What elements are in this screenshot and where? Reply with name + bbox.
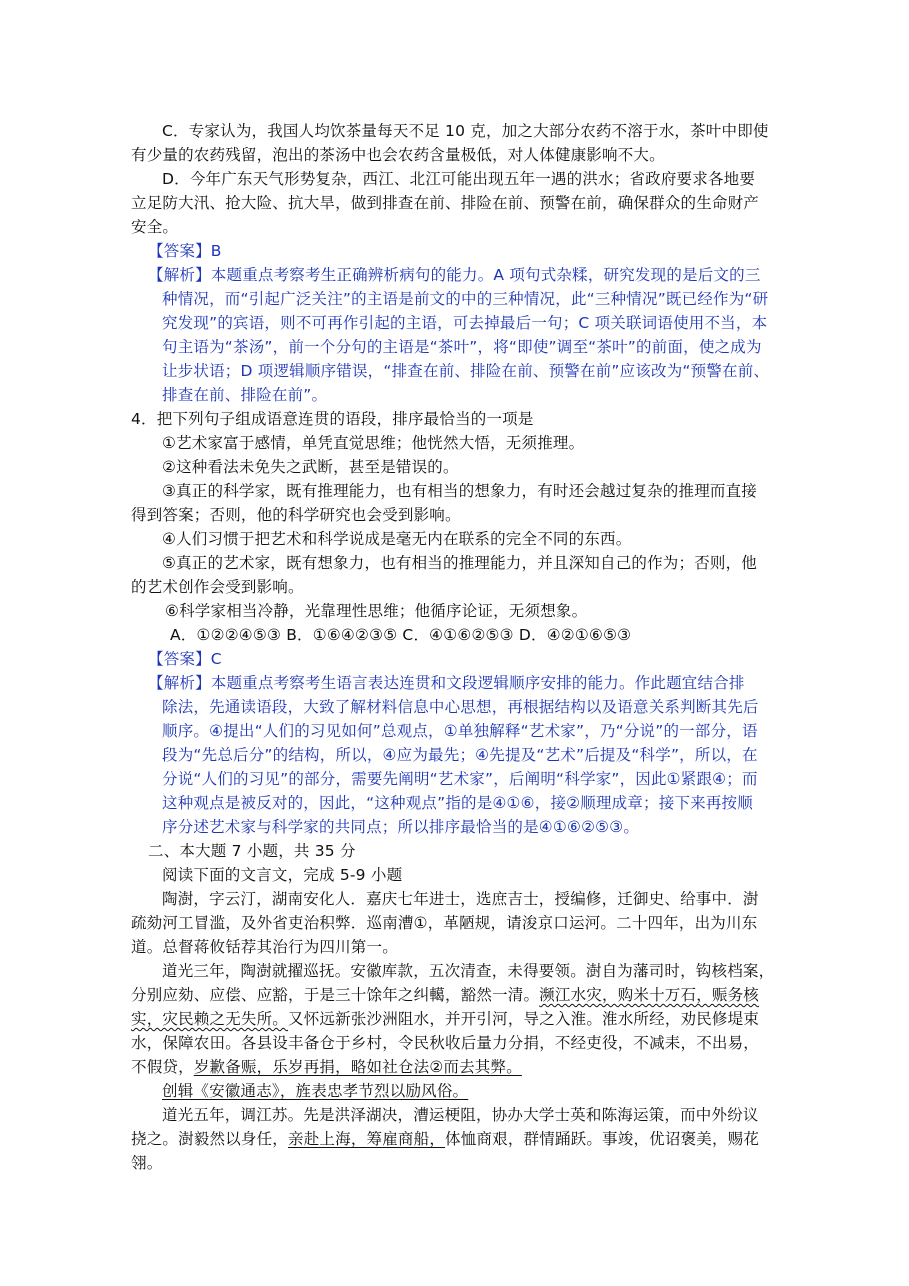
section-2-heading: 二、本大题 7 小题，共 35 分 <box>148 842 356 860</box>
analysis-4-line-4: 段为“先总后分”的结构，所以，④应为最先；④先提及“艺术”后提及“科学”，所以，在 <box>162 746 758 764</box>
analysis-4-line-3: 顺序。④提出“人们的习见如何”总观点，①单独解释“艺术家”，乃“分说”的一部分，语 <box>162 722 758 740</box>
passage-p2-line-5 <box>131 1056 522 1078</box>
underlined-segment-f: 筹雇商船， <box>366 1130 446 1148</box>
passage-text: 不假贷， <box>131 1058 194 1076</box>
reading-instruction: 阅读下面的文言文，完成 5-9 小题 <box>162 866 403 884</box>
passage-text: 又怀远新张沙洲阻水，并开引河，导之入淮。淮水所经，劝民修堤束 <box>288 1010 760 1028</box>
underlined-segment-a-end: 实，灾民赖之无失所。 <box>131 1010 289 1028</box>
sentence-1: ①艺术家富于感情，单凭直觉思维；他恍然大悟，无须推理。 <box>162 434 585 452</box>
analysis-3-line-1: 【解析】本题重点考察考生正确辨析病句的能力。A 项句式杂糅，研究发现的是后文的三 <box>148 266 761 284</box>
option-c-line-1: C．专家认为，我国人均饮茶量每天不足 10 克，加之大部分农药不溶于水，茶叶中即使 <box>162 122 769 140</box>
passage-p3-line-2 <box>131 1128 759 1150</box>
analysis-3-line-4: 句主语为“茶汤”，前一个分句的主语是“茶叶”，将“即使”调至“茶叶”的前面，使之成为 <box>162 338 762 356</box>
sentence-6: ⑥科学家相当冷静，光靠理性思维；他循序论证，无须想象。 <box>165 602 588 620</box>
question-4-stem: 4．把下列句子组成语意连贯的语段，排序最恰当的一项是 <box>131 410 534 428</box>
passage-p2-line-2 <box>131 984 759 1006</box>
underlined-segment-c: 岁歉备赈，乐岁再捐，略如社仓法②而去其弊。 <box>193 1058 522 1076</box>
analysis-4-line-6: 这种观点是被反对的，因此，“这种观点”指的是④①⑥，接②顺理成章；接下来再按顺 <box>162 794 753 812</box>
passage-p2-line-3 <box>131 1008 759 1030</box>
passage-text: 体恤商艰，群情踊跃。事竣，优诏褒美，赐花 <box>445 1130 760 1148</box>
underlined-segment-a: 濒江水灾，购米十万石，赈务核 <box>539 986 760 1004</box>
answer-3: 【答案】B <box>148 242 222 260</box>
passage-text: 分别应劾、应偿、应豁，于是三十馀年之纠轕，豁然一清。 <box>131 986 540 1004</box>
passage-p2-line-4: 水，保障农田。各县设丰备仓于乡村，令民秋收后量力分捐，不经吏役，不减耒，不出易， <box>131 1034 760 1052</box>
analysis-3-line-5: 让步状语；D 项逻辑顺序错误，“排查在前、排险在前、预警在前”应该改为“预警在前、 <box>162 362 770 380</box>
passage-p1-line-1: 陶澍，字云汀，湖南安化人．嘉庆七年进士，选庶吉士，授编修，迁御史、给事中．澍 <box>162 890 759 908</box>
analysis-4-line-5: 分说“人们的习见”的部分，需要先阐明“艺术家”，后阐明“科学家”，因此①紧跟④；而 <box>162 770 758 788</box>
analysis-3-line-3: 究发现”的宾语，则不可再作引起的主语，可去掉最后一句；C 项关联词语使用不当，本 <box>162 314 768 332</box>
analysis-3-line-6: 排查在前、排险在前”。 <box>162 386 328 404</box>
analysis-4-line-2: 除法，先通读语段，大致了解材料信息中心思想，再根据结构以及语意关系判断其先后 <box>162 698 759 716</box>
underlined-segment-e: 亲赴上海， <box>288 1130 367 1148</box>
sentence-3-line-1: ③真正的科学家，既有推理能力，也有相当的想象力，有时还会越过复杂的推理而直接 <box>162 482 757 500</box>
passage-p1-line-3: 道。总督蒋攸铦荐其治行为四川第一。 <box>131 938 398 956</box>
passage-p3-line-3: 翎。 <box>131 1154 163 1172</box>
sentence-5-line-1: ⑤真正的艺术家，既有想象力，也有相当的推理能力，并且深知自己的作为；否则，他 <box>162 554 757 572</box>
option-d-line-3: 安全。 <box>131 218 179 236</box>
option-d-line-1: D．今年广东天气形势复杂，西江、北江可能出现五年一遇的洪水；省政府要求各地要 <box>162 170 756 188</box>
sentence-4: ④人们习惯于把艺术和科学说成是毫无内在联系的完全不同的东西。 <box>162 530 632 548</box>
passage-p2-line-1: 道光三年，陶澍就擢巡抚。安徽库款，五次清查，未得要领。澍自为藩司时，钩核档案， <box>162 962 775 980</box>
option-d-line-2: 立足防大汛、抢大险、抗大旱，做到排查在前、排险在前、预警在前，确保群众的生命财产 <box>131 194 760 212</box>
underlined-segment-d: 创辑《安徽通志》，旌表忠孝节烈以励风俗。 <box>162 1082 469 1100</box>
sentence-2: ②这种看法未免失之武断，甚至是错误的。 <box>162 458 459 476</box>
option-c-line-2: 有少量的农药残留，泡出的茶汤中也会农药含量极低，对人体健康影响不大。 <box>131 146 665 164</box>
answer-4: 【答案】C <box>148 650 222 668</box>
passage-p3-line-1: 道光五年，调江苏。先是洪泽湖决，漕运梗阻，协办大学士英和陈海运策，而中外纷议 <box>162 1106 759 1124</box>
passage-p1-line-2: 疏劾河工冒滥，及外省吏治积弊．巡南漕①，革陋规，请浚京口运河。二十四年，出为川东 <box>131 914 758 932</box>
question-4-options: A．①②②④⑤③ B．①⑥④②③⑤ C．④①⑥②⑤③ D．④②①⑥⑤③ <box>170 626 632 644</box>
analysis-4-line-1: 【解析】本题重点考察考生语言表达连贯和文段逻辑顺序安排的能力。作此题宜结合排 <box>148 674 745 692</box>
analysis-3-line-2: 种情况，而“引起广泛关注”的主语是前文的中的三种情况，此“三种情况”既已经作为“研 <box>162 290 769 308</box>
passage-text: 挠之。澍毅然以身任， <box>131 1130 289 1148</box>
analysis-4-line-7: 序分述艺术家与科学家的共同点；所以排序最恰当的是④①⑥②⑤③。 <box>162 818 640 836</box>
sentence-3-line-2: 得到答案；否则，他的科学研究也会受到影响。 <box>131 506 461 524</box>
sentence-5-line-2: 的艺术创作会受到影响。 <box>131 578 304 596</box>
